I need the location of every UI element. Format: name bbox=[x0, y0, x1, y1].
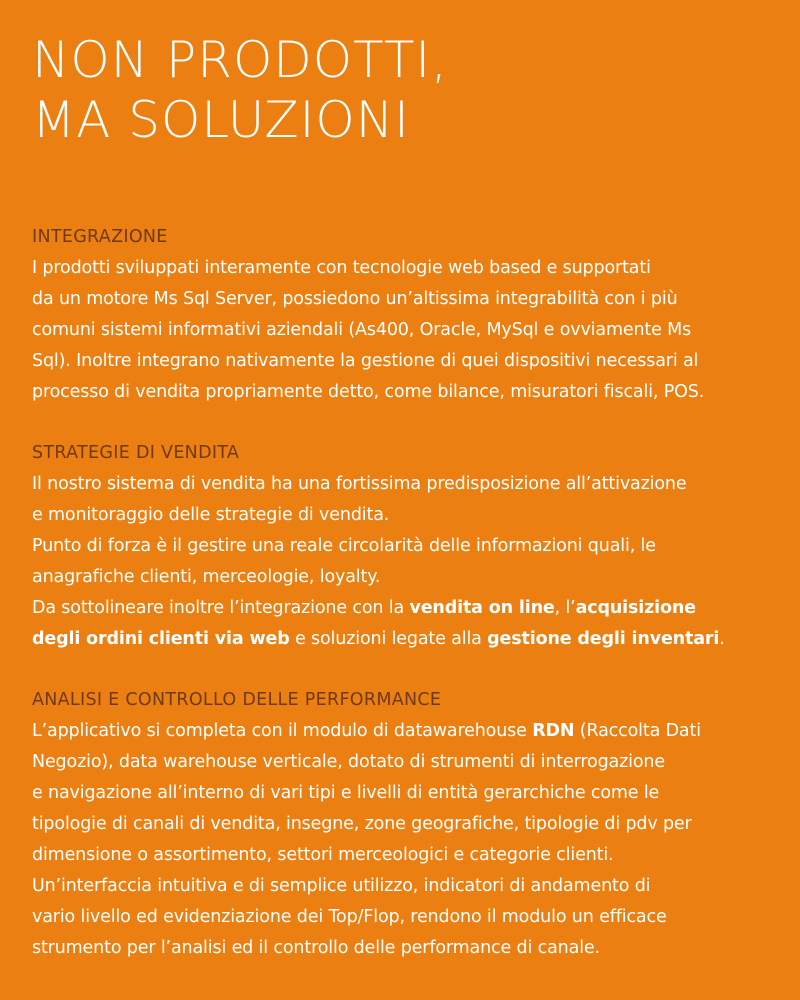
body-line-rich bbox=[32, 593, 770, 624]
section-integrazione bbox=[32, 222, 770, 408]
highlight-ordini-clienti-web: degli ordini clienti via web bbox=[32, 629, 290, 649]
title-line-1: NON PRODOTTI, bbox=[32, 31, 449, 89]
body-line: Il nostro sistema di vendita ha una fortissima predisposizione all’attivazione bbox=[32, 474, 687, 494]
body-line: processo di vendita propriamente detto, come bilance, misuratori fiscali, POS. bbox=[32, 382, 705, 402]
body-line: da un motore Ms Sql Server, possiedono un’altissima integrabilità con i più bbox=[32, 289, 678, 309]
highlight-rdn: RDN bbox=[532, 721, 575, 741]
body-line: Un’interfaccia intuitiva e di semplice utilizzo, indicatori di andamento di bbox=[32, 876, 651, 896]
text-run: L’applicativo si completa con il modulo di datawarehouse bbox=[32, 721, 533, 741]
section-body-analisi bbox=[32, 716, 770, 964]
text-run: . bbox=[719, 629, 725, 649]
section-heading-strategie: STRATEGIE DI VENDITA bbox=[32, 443, 240, 463]
body-line-rich bbox=[32, 624, 770, 655]
body-line: comuni sistemi informativi aziendali (As400, Oracle, MySql e ovviamente Ms bbox=[32, 320, 692, 340]
body-line: tipologie di canali di vendita, insegne, zone geografiche, tipologie di pdv per bbox=[32, 814, 692, 834]
body-line: Sql). Inoltre integrano nativamente la gestione di quei dispositivi necessari al bbox=[32, 351, 699, 371]
highlight-vendita-on-line: vendita on line bbox=[409, 598, 555, 618]
body-line: vario livello ed evidenziazione dei Top/Flop, rendono il modulo un efficace bbox=[32, 907, 667, 927]
section-heading-integrazione: INTEGRAZIONE bbox=[32, 227, 168, 247]
page-title bbox=[32, 30, 770, 150]
section-body-integrazione bbox=[32, 253, 770, 408]
section-heading-analisi: ANALISI E CONTROLLO DELLE PERFORMANCE bbox=[32, 690, 442, 710]
body-line: Negozio), data warehouse verticale, dotato di strumenti di interrogazione bbox=[32, 752, 665, 772]
body-line: I prodotti sviluppati interamente con tecnologie web based e supportati bbox=[32, 258, 651, 278]
section-body-strategie bbox=[32, 469, 770, 655]
section-analisi-performance bbox=[32, 685, 770, 964]
body-line: dimensione o assortimento, settori merceologici e categorie clienti. bbox=[32, 845, 614, 865]
text-run: Da sottolineare inoltre l’integrazione con la bbox=[32, 598, 410, 618]
title-line-2: MA SOLUZIONI bbox=[32, 91, 410, 149]
highlight-acquisizione: acquisizione bbox=[575, 598, 696, 618]
text-run: e soluzioni legate alla bbox=[289, 629, 488, 649]
body-line: anagrafiche clienti, merceologie, loyalty. bbox=[32, 567, 381, 587]
text-run: , l’ bbox=[554, 598, 576, 618]
body-line: Punto di forza è il gestire una reale circolarità delle informazioni quali, le bbox=[32, 536, 656, 556]
section-strategie-di-vendita bbox=[32, 438, 770, 655]
body-line: e navigazione all’interno di vari tipi e livelli di entità gerarchiche come le bbox=[32, 783, 660, 803]
text-run: (Raccolta Dati bbox=[574, 721, 701, 741]
highlight-gestione-inventari: gestione degli inventari bbox=[487, 629, 720, 649]
body-line-rich bbox=[32, 716, 770, 747]
body-line: e monitoraggio delle strategie di vendita. bbox=[32, 505, 390, 525]
body-line: strumento per l’analisi ed il controllo delle performance di canale. bbox=[32, 938, 600, 958]
